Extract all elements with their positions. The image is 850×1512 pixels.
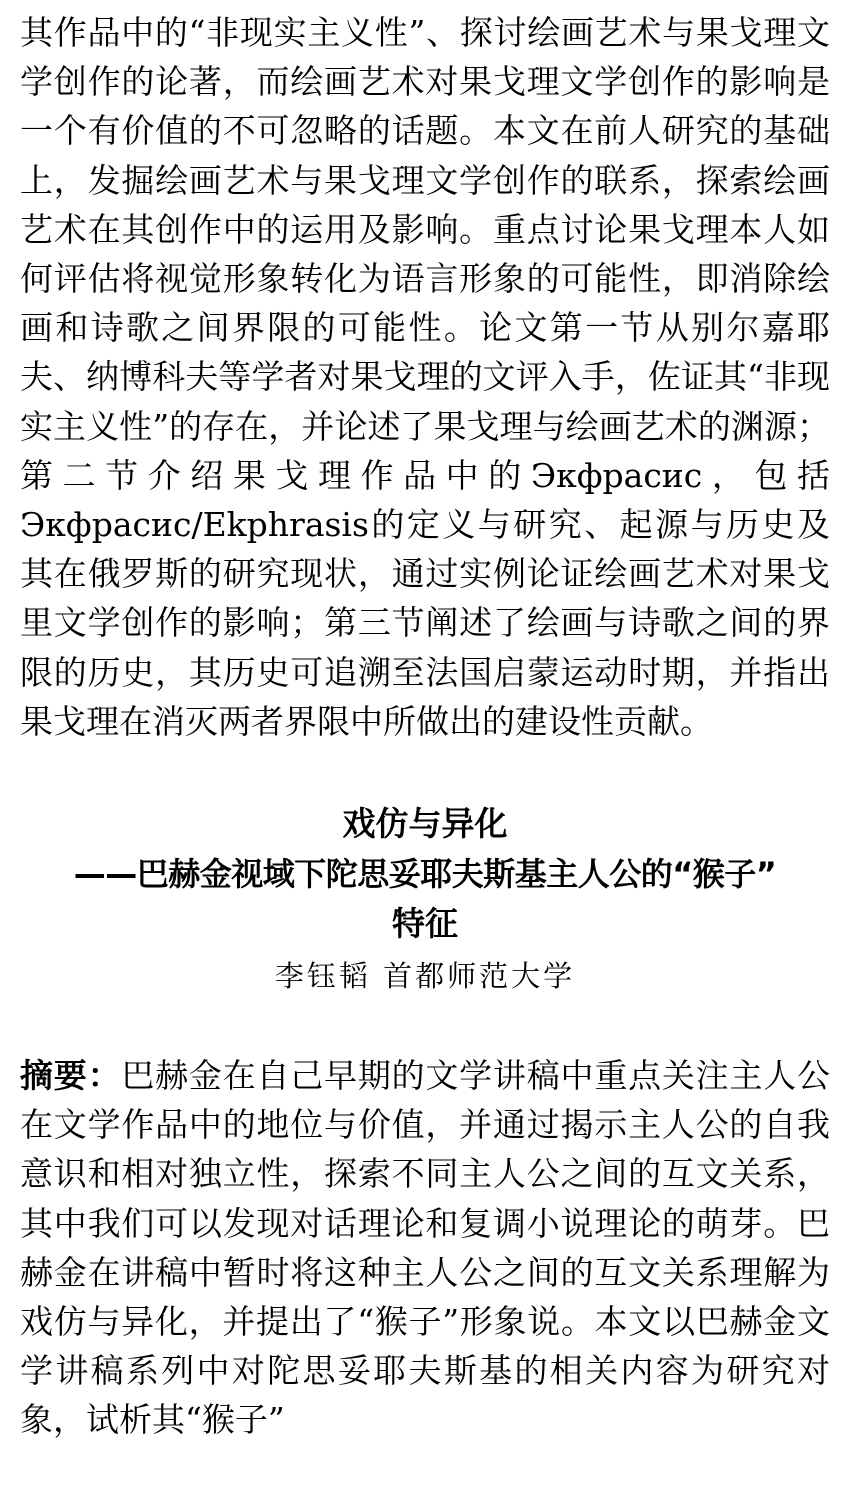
abstract-label: 摘要： (20, 1056, 122, 1096)
article-subtitle-continued: 特征 (392, 904, 458, 944)
document-page (20, 0, 830, 1445)
article-title-block (20, 799, 830, 949)
abstract-paragraph (20, 1051, 830, 1445)
abstract-text: 巴赫金在自己早期的文学讲稿中重点关注主人公在文学作品中的地位与价值，并通过揭示主人公的自我意识和相对独立性，探索不同主人公之间的互文关系，其中我们可以发现对话理论和复调小说理论的萌芽。巴赫金在讲稿中暂时将这种主人公之间的互文关系理解为戏仿与异化，并提出了“猴子”形象说。本文以巴赫金文学讲稿系列中对陀思妥耶夫斯基的相关内容为研究对象，试析其“猴子” (20, 1056, 831, 1440)
article-title: 戏仿与异化 (342, 804, 508, 844)
article-author: 李钰韬 首都师范大学 (274, 959, 576, 994)
intro-paragraph: 其作品中的“非现实主义性”、探讨绘画艺术与果戈理文学创作的论著，而绘画艺术对果戈理文学创作的影响是一个有价值的不可忽略的话题。本文在前人研究的基础上，发掘绘画艺术与果戈理文学创作的联系，探索绘画艺术在其创作中的运用及影响。重点讨论果戈理本人如何评估将视觉形象转化为语言形象的可能性，即消除绘画和诗歌之间界限的可能性。论文第一节从别尔嘉耶夫、纳博科夫等学者对果戈理的文评入手，佐证其“非现实主义性”的存在，并论述了果戈理与绘画艺术的渊源；第二节介绍果戈理作品中的Экфрасис，包括Экфрасис/Ekphrasis的定义与研究、起源与历史及其在俄罗斯的研究现状，通过实例论证绘画艺术对果戈里文学创作的影响；第三节阐述了绘画与诗歌之间的界限的历史，其历史可追溯至法国启蒙运动时期，并指出果戈理在消灭两者界限中所做出的建设性贡献。 (20, 13, 830, 741)
article-subtitle: ——巴赫金视域下陀思妥耶夫斯基主人公的“猴子” (73, 855, 777, 894)
